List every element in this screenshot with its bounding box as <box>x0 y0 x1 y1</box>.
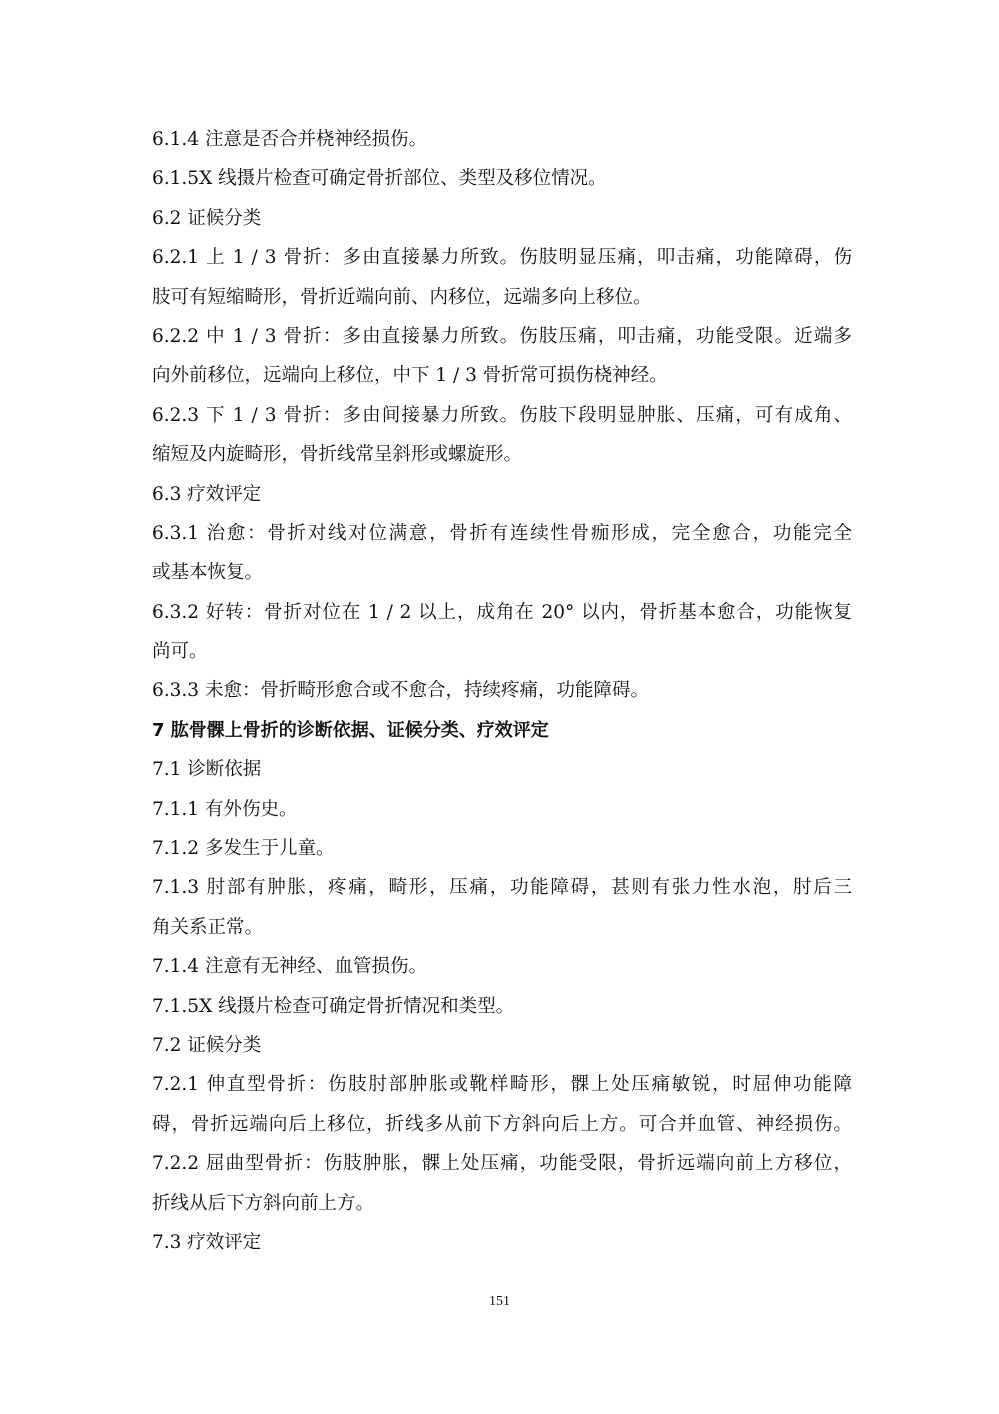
paragraph-line: 6.2.1 上 1 / 3 骨折：多由直接暴力所致。伤肢明显压痛，叩击痛，功能障碍，伤 <box>152 247 852 269</box>
paragraph-line: 7.1.3 肘部有肿胀，疼痛，畸形，压痛，功能障碍，甚则有张力性水泡，肘后三 <box>152 877 852 899</box>
paragraph-line: 7.1.1 有外伤史。 <box>152 798 298 820</box>
section-heading: 6.2 证候分类 <box>152 207 262 229</box>
paragraph-line: 7.1.2 多发生于儿童。 <box>152 838 335 860</box>
paragraph-line: 碍，骨折远端向后上移位，折线多从前下方斜向后上方。可合并血管、神经损伤。 <box>152 1113 852 1135</box>
paragraph-line: 6.3.3 未愈：骨折畸形愈合或不愈合，持续疼痛，功能障碍。 <box>152 680 649 702</box>
paragraph-line: 6.1.4 注意是否合并桡神经损伤。 <box>152 129 427 150</box>
paragraph-line: 肢可有短缩畸形，骨折近端向前、内移位，远端多向上移位。 <box>152 286 652 308</box>
chapter-heading: 7 肱骨髁上骨折的诊断依据、证候分类、疗效评定 <box>152 719 549 741</box>
paragraph-line: 6.2.2 中 1 / 3 骨折：多由直接暴力所致。伤肢压痛，叩击痛，功能受限。近端多 <box>152 325 852 347</box>
section-heading: 7.3 疗效评定 <box>152 1231 262 1253</box>
paragraph-line: 6.2.3 下 1 / 3 骨折：多由间接暴力所致。伤肢下段明显肿胀、压痛，可有成角、 <box>152 404 852 426</box>
paragraph-line: 折线从后下方斜向前上方。 <box>152 1192 375 1214</box>
page-body <box>152 120 852 1262</box>
paragraph-line: 缩短及内旋畸形，骨折线常呈斜形或螺旋形。 <box>152 444 523 466</box>
paragraph-line: 7.1.4 注意有无神经、血管损伤。 <box>152 956 427 978</box>
paragraph-line: 6.1.5X 线摄片检查可确定骨折部位、类型及移位情况。 <box>152 168 607 190</box>
section-heading: 6.3 疗效评定 <box>152 483 262 505</box>
paragraph-line: 尚可。 <box>152 641 208 663</box>
paragraph-line: 7.2.1 伸直型骨折：伤肢肘部肿胀或靴样畸形，髁上处压痛敏锐，时屈伸功能障 <box>152 1074 852 1096</box>
paragraph-line: 7.2.2 屈曲型骨折：伤肢肿胀，髁上处压痛，功能受限，骨折远端向前上方移位， <box>152 1153 852 1175</box>
paragraph-line: 7.1.5X 线摄片检查可确定骨折情况和类型。 <box>152 995 515 1017</box>
paragraph-line: 角关系正常。 <box>152 916 264 938</box>
section-heading: 7.1 诊断依据 <box>152 759 262 781</box>
section-heading: 7.2 证候分类 <box>152 1034 262 1056</box>
paragraph-line: 向外前移位，远端向上移位，中下 1 / 3 骨折常可损伤桡神经。 <box>152 365 668 387</box>
paragraph-line: 6.3.2 好转：骨折对位在 1 / 2 以上，成角在 20° 以内，骨折基本愈合，功能恢复 <box>152 601 852 623</box>
paragraph-line: 或基本恢复。 <box>152 562 264 584</box>
paragraph-line: 6.3.1 治愈：骨折对线对位满意，骨折有连续性骨痂形成，完全愈合，功能完全 <box>152 522 852 544</box>
page-number: 151 <box>489 1294 510 1309</box>
